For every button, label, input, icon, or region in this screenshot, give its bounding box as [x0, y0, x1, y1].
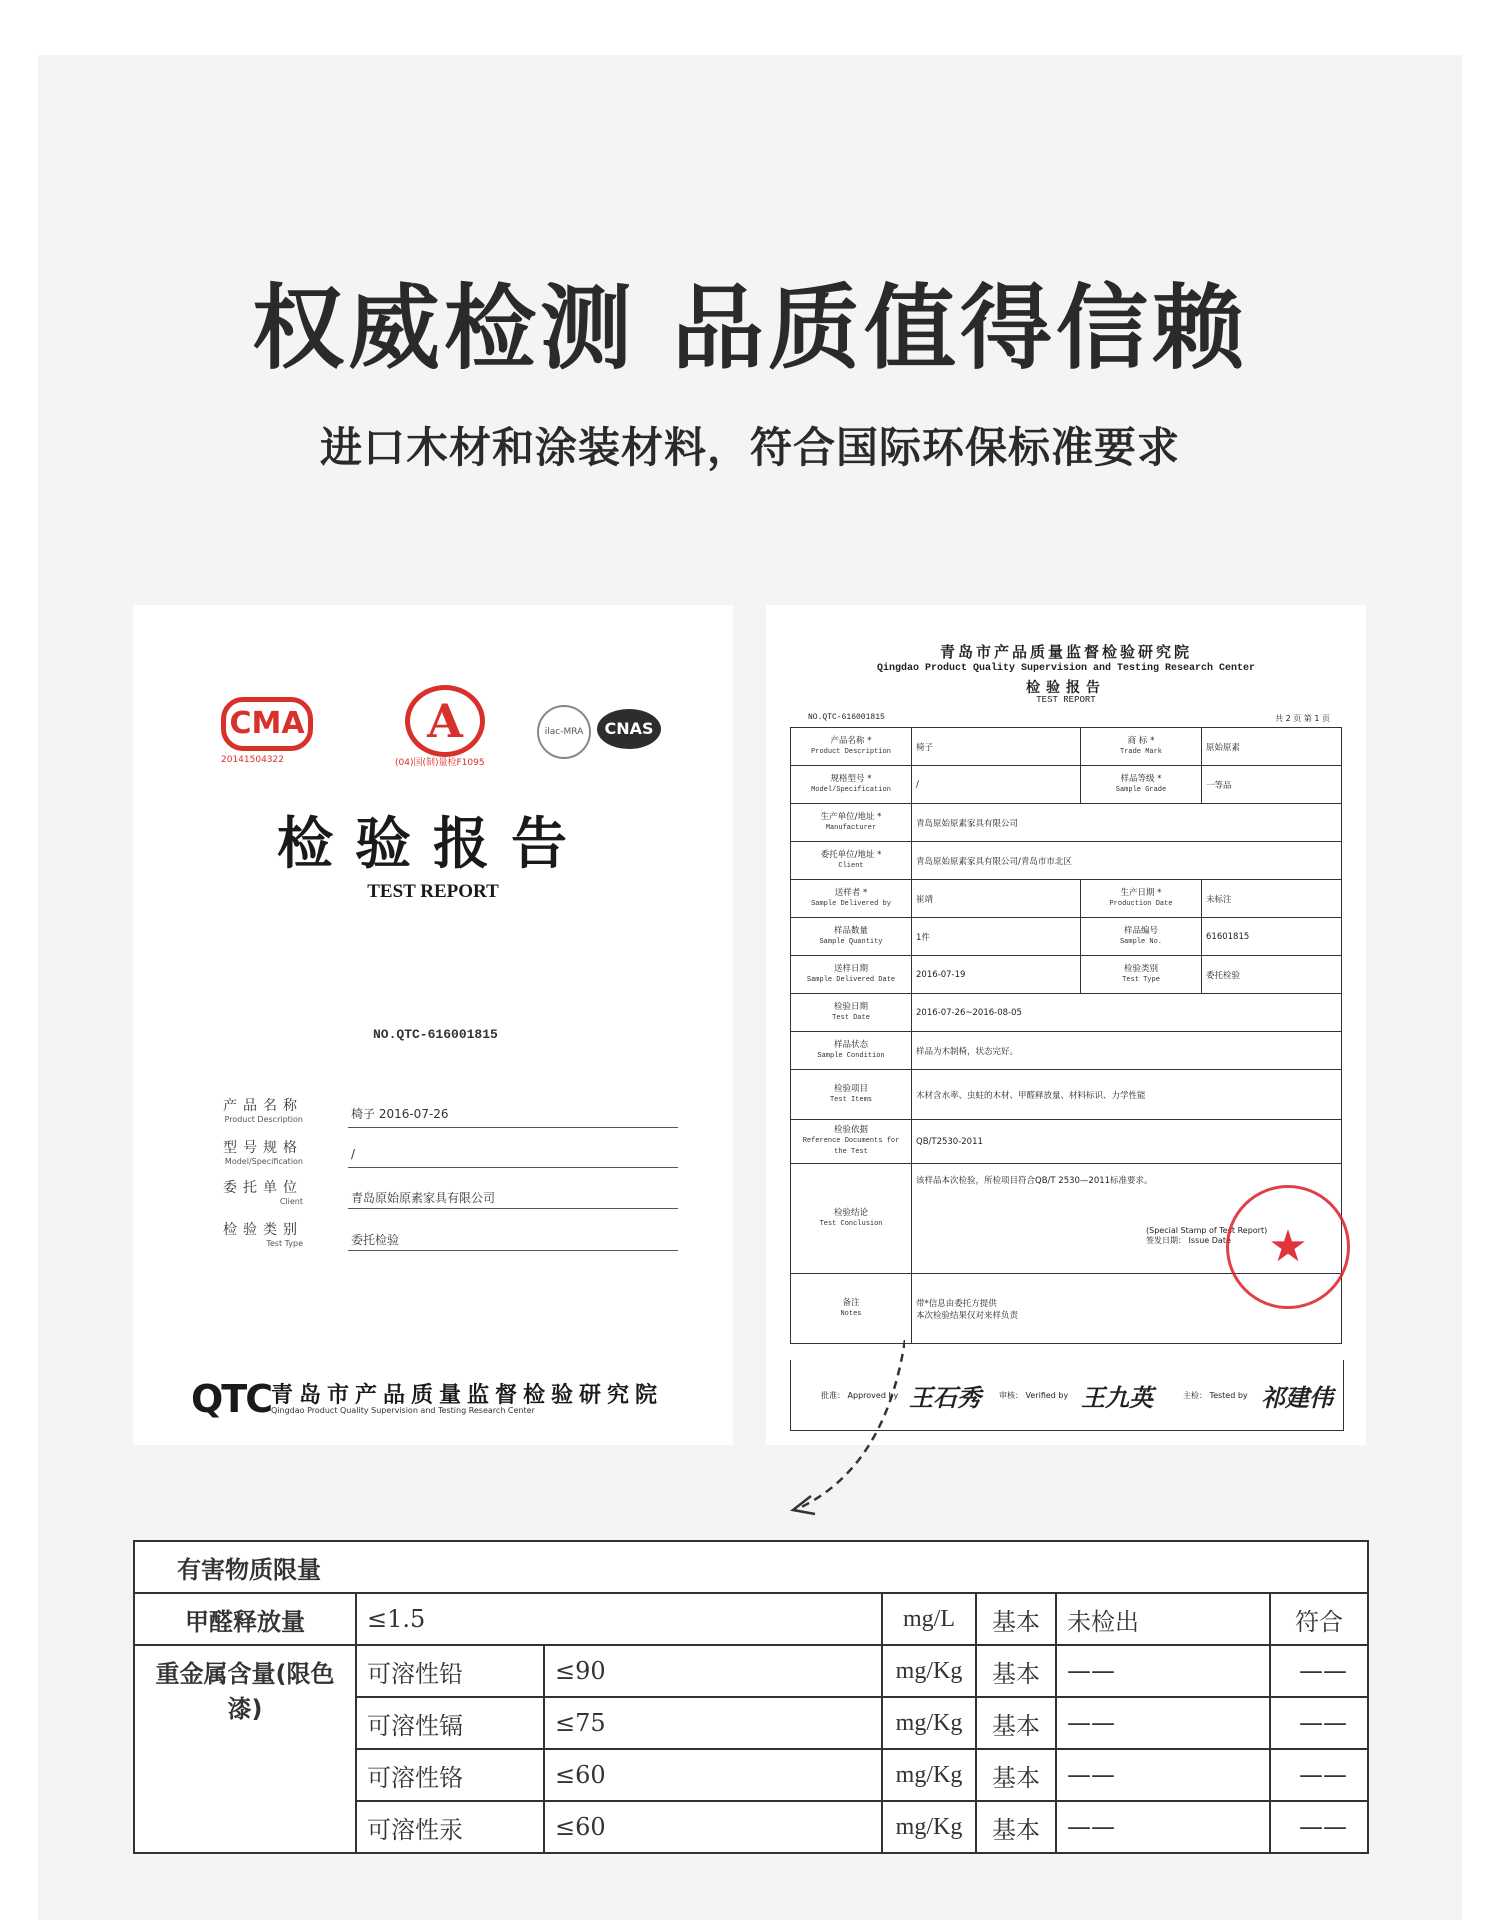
table-row: 检验结论 Test Conclusion 该样品本次检验，所检项目符合QB/T 2530—2011标准要求。 (Special Stamp of Test Report) 签发日期： Issue Date	[791, 1164, 1342, 1274]
field-label-test-type: 检验类别 Test Type	[223, 1222, 303, 1248]
field-underline	[348, 1208, 678, 1209]
table-row: 检验日期 Test Date 2016-07-26~2016-08-05	[791, 994, 1342, 1032]
cma-number: 20141504322	[221, 755, 284, 765]
dashed-arrow-icon	[785, 1340, 905, 1520]
report-org: 青岛市产品质量监督检验研究院	[939, 643, 1192, 661]
certificate-title: 检验报告	[277, 811, 589, 877]
official-stamp-icon: ★	[1226, 1185, 1350, 1309]
report-org-en: Qingdao Product Quality Supervision and Testing Research Center	[876, 663, 1256, 674]
signature-verified: 王九英	[1081, 1383, 1153, 1412]
certificate-footer-org-en: Qingdao Product Quality Supervision and Testing Research Center	[271, 1406, 535, 1415]
cal-logo: A	[405, 685, 485, 757]
table-row: 甲醛释放量 ≤1.5 mg/L 基本 未检出 符合	[134, 1593, 1368, 1645]
certificate-cover	[133, 605, 733, 1445]
table-row: 备注 Notes 带*信息由委托方提供 本次检验结果仅对来样负责	[791, 1274, 1342, 1344]
field-value-model: /	[351, 1147, 356, 1161]
signature-approved: 王石秀	[909, 1383, 981, 1412]
field-value-client: 青岛原始原素家具有限公司	[351, 1191, 496, 1205]
table-row	[134, 1541, 1368, 1593]
table-row: 规格型号 * Model/Specification / 样品等级 * Sample Grade 一等品	[791, 766, 1342, 804]
report-page-count: 共 2 页 第 1 页	[1275, 714, 1330, 723]
cal-number: (04)国(制)量检F1095	[395, 758, 485, 768]
table-row: 检验项目 Test Items 木材含水率、虫蛀的木材、甲醛释放量、材料标识、力学性能	[791, 1070, 1342, 1120]
field-label-product: 产品名称 Product Description	[223, 1098, 303, 1124]
page-title: 权威检测 品质值得信赖	[251, 275, 1249, 382]
table-row: 检验依据 Reference Documents for the Test QB/T2530-2011	[791, 1120, 1342, 1164]
signature-tested: 祁建伟	[1261, 1383, 1333, 1412]
table-row: 可溶性铬 ≤60 mg/Kg 基本 —— ——	[134, 1749, 1368, 1801]
table-row: 生产单位/地址 * Manufacturer 青岛原始原素家具有限公司	[791, 804, 1342, 842]
certificate-title-en: TEST REPORT	[367, 881, 499, 902]
field-value-product: 椅子 2016-07-26	[351, 1107, 449, 1121]
signature-row: 批准： Approved by 王石秀 审核： Verified by 王九英 主检： Tested by 祁建伟	[790, 1360, 1344, 1431]
qtc-logo: QTC	[191, 1377, 272, 1421]
field-label-model: 型号规格 Model/Specification	[223, 1140, 303, 1166]
test-report-page	[766, 605, 1366, 1445]
certificate-footer-org: 青岛市产品质量监督检验研究院	[271, 1382, 664, 1408]
table-row: 送样日期 Sample Delivered Date 2016-07-19 检验类别 Test Type 委托检验	[791, 956, 1342, 994]
table-row: 重金属含量(限色漆) 可溶性铅 ≤90 mg/Kg 基本 —— ——	[134, 1645, 1368, 1697]
table-row: 产品名称 * Product Description 椅子 商 标 * Trade Mark 原始原素	[791, 728, 1342, 766]
field-underline	[348, 1127, 678, 1128]
table-row: 送样者 * Sample Delivered by 崔靖 生产日期 * Production Date 未标注	[791, 880, 1342, 918]
ilac-logo: ilac-MRA	[537, 705, 591, 759]
field-underline	[348, 1250, 678, 1251]
table-row: 可溶性镉 ≤75 mg/Kg 基本 —— ——	[134, 1697, 1368, 1749]
table-row: 样品状态 Sample Condition 样品为木制椅，状态完好。	[791, 1032, 1342, 1070]
cma-logo: CMA	[221, 697, 313, 751]
report-title-en: TEST REPORT	[1036, 695, 1096, 705]
table-row: 样品数量 Sample Quantity 1件 样品编号 Sample No. 61601815	[791, 918, 1342, 956]
table-header: 有害物质限量	[134, 1541, 1368, 1593]
page-subtitle: 进口木材和涂装材料，符合国际环保标准要求	[319, 423, 1180, 472]
certificate-report-number: NO.QTC-616001815	[373, 1027, 498, 1042]
field-underline	[348, 1167, 678, 1168]
harmful-substance-table	[133, 1540, 1369, 1854]
field-label-client: 委托单位 Client	[223, 1180, 303, 1206]
field-value-test-type: 委托检验	[351, 1233, 400, 1247]
cnas-logo: CNAS	[597, 709, 661, 749]
report-number: NO.QTC-616001815	[808, 713, 885, 722]
report-title: 检验报告	[1026, 680, 1106, 696]
table-row: 可溶性汞 ≤60 mg/Kg 基本 —— ——	[134, 1801, 1368, 1853]
table-row: 委托单位/地址 * Client 青岛原始原素家具有限公司/青岛市市北区	[791, 842, 1342, 880]
